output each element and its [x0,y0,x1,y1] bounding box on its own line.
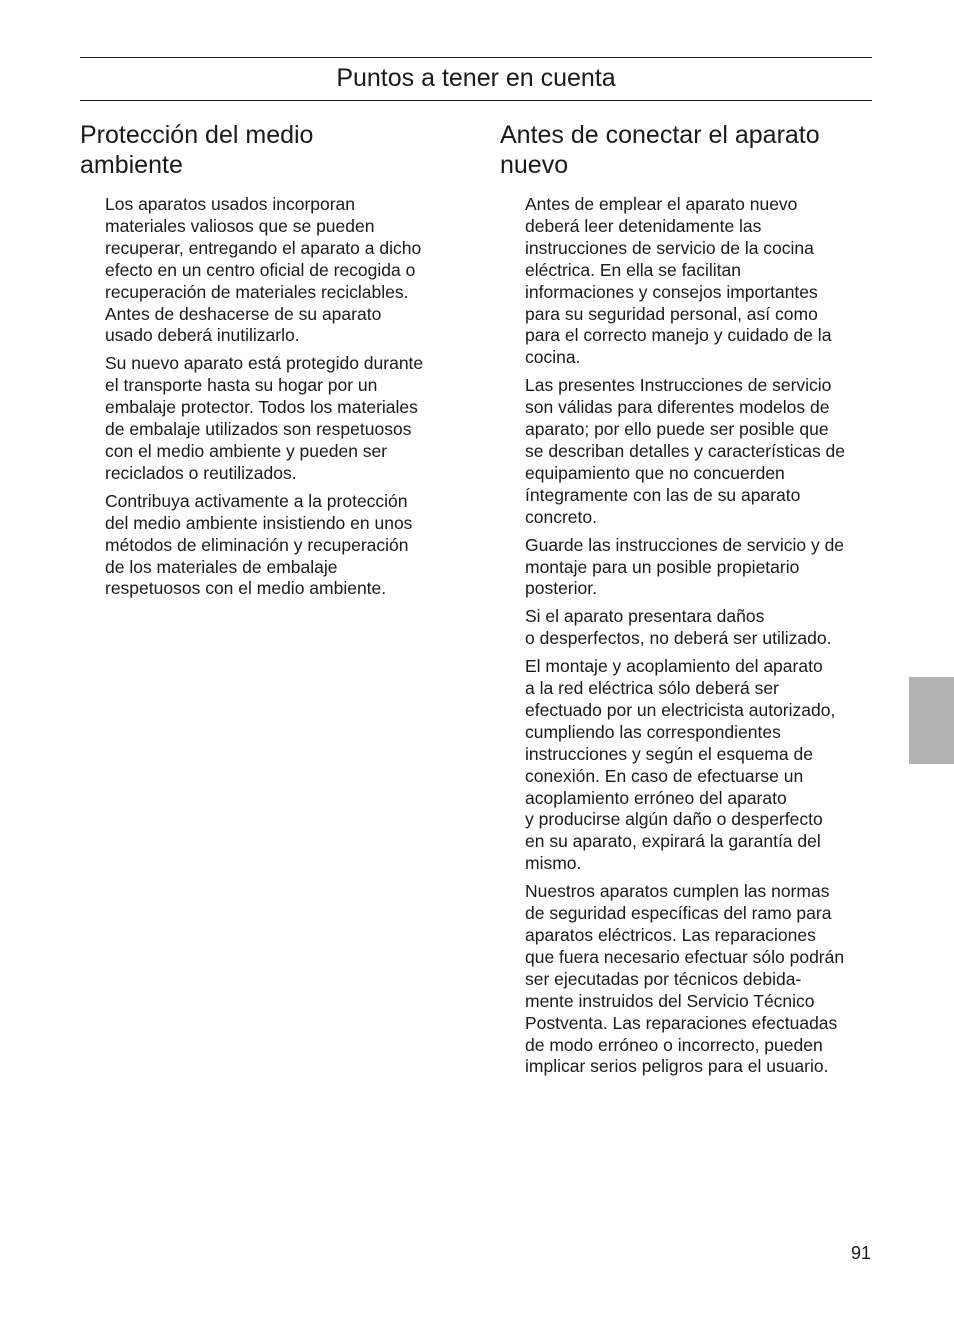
environment-heading: Protección del medio ambiente [80,121,314,179]
before-connecting-paragraph: Si el aparato presentara daños o desperfectos, no deberá ser utilizado. [525,606,832,649]
left-column [80,120,460,606]
before-connecting-heading: Antes de conectar el aparato nuevo [500,121,820,179]
header-top-rule [80,57,872,58]
before-connecting-paragraph: Las presentes Instrucciones de servicio son válidas para diferentes modelos de aparato; por ello puede ser posible que se describan detalles y características de equipamiento que no concuerden íntegramente con las de su aparato concreto. [525,375,846,527]
section-thumb-tab [909,677,954,764]
environment-paragraph: Contribuya activamente a la protección del medio ambiente insistiendo en unos métodos de eliminación y recuperación de los materiales de embalaje respetuosos con el medio ambiente. [105,490,413,599]
header-bottom-rule [80,100,872,101]
environment-paragraph: Su nuevo aparato está protegido durante el transporte hasta su hogar por un embalaje protector. Todos los materiales de embalaje utilizados son respetuosos con el medio ambiente y pueden ser reciclados o reutilizados. [105,353,424,483]
before-connecting-paragraph: Guarde las instrucciones de servicio y de montaje para un posible propietario posterior. [525,534,845,599]
page-section-title: Puntos a tener en cuenta [336,64,616,92]
environment-paragraph: Los aparatos usados incorporan materiales valiosos que se pueden recuperar, entregando el aparato a dicho efecto en un centro oficial de recogida o recuperación de materiales reciclables. Antes de deshacerse de su aparato usado deberá inutilizarlo. [105,194,422,346]
right-column [500,120,880,1084]
environment-body [105,194,457,600]
before-connecting-paragraph: Antes de emplear el aparato nuevo deberá leer detenidamente las instrucciones de servicio de la cocina eléctrica. En ella se facilitan informaciones y consejos importantes para su seguridad personal, así como para el correcto manejo y cuidado de la cocina. [525,194,832,368]
before-connecting-paragraph: El montaje y acoplamiento del aparato a la red eléctrica sólo deberá ser efectuado por un electricista autorizado, cumpliendo las correspondientes instrucciones y según el esquema de conexión. En caso de efectuarse un acoplamiento erróneo del aparato y producirse algún daño o desperfecto en su aparato, expirará la garantía del mismo. [525,656,836,874]
before-connecting-body [525,194,873,1078]
before-connecting-paragraph: Nuestros aparatos cumplen las normas de seguridad específicas del ramo para aparatos eléctricos. Las reparaciones que fuera necesario efectuar sólo podrán ser ejecutadas por técnicos debida- mente instruidos del Servicio Técnico Postventa. Las reparaciones efectuadas de modo erróneo o incorrecto, pueden implicar serios peligros para el usuario. [525,881,845,1077]
page-number: 91 [850,1243,871,1263]
